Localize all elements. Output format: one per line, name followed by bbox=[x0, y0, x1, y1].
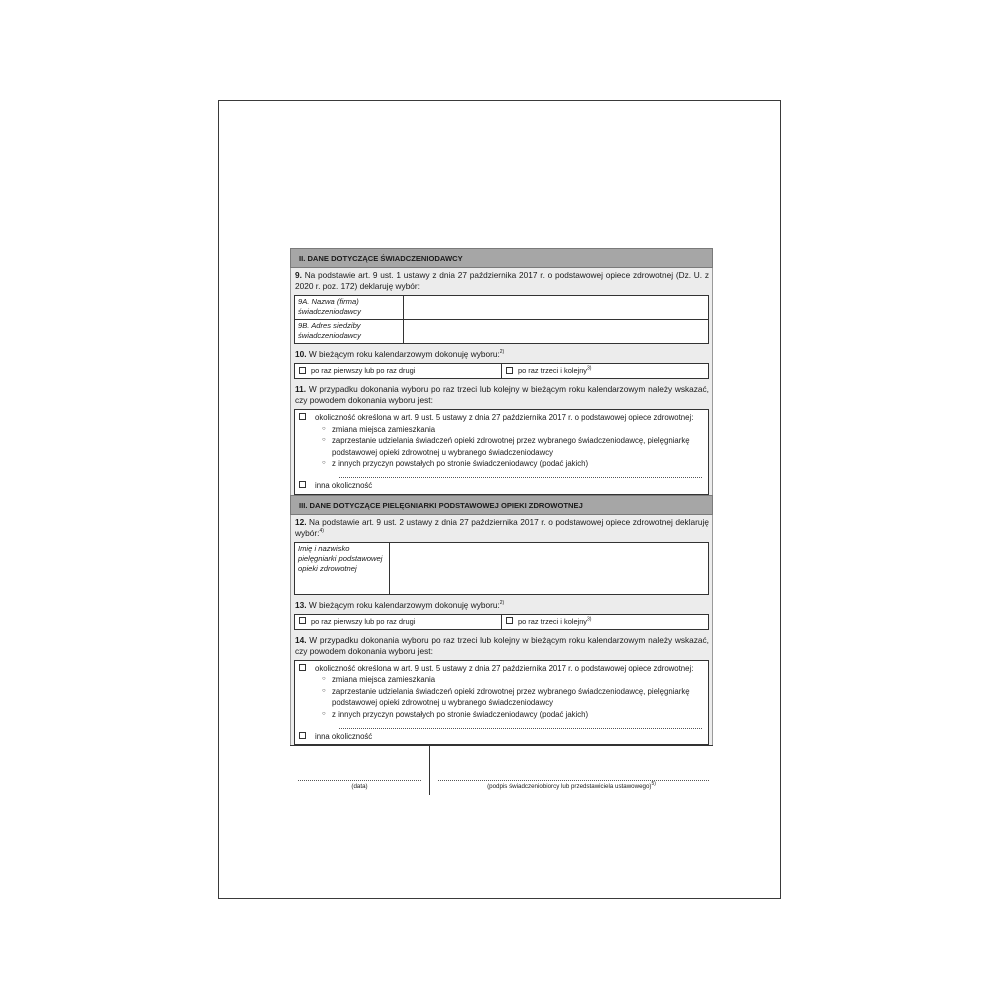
q14-reason-b bbox=[299, 686, 702, 709]
q10-option-third[interactable] bbox=[501, 364, 708, 378]
q11-reason-c-label: z innych przyczyn powstałych po stronie świadczeniodawcy (podać jakich) bbox=[332, 459, 589, 469]
declaration-form bbox=[290, 248, 713, 795]
checkbox-icon[interactable] bbox=[299, 617, 306, 624]
q11-text: W przypadku dokonania wyboru po raz trzeci lub kolejny w bieżącym roku kalendarzowym należy wskazać, czy powodem dokonania wyboru jest: bbox=[295, 384, 709, 405]
bullet-circle-icon: ○ bbox=[322, 676, 326, 683]
signature-footnote: 5) bbox=[651, 781, 656, 788]
bullet-circle-icon: ○ bbox=[322, 687, 326, 694]
date-cell bbox=[290, 746, 430, 795]
q12-text: Na podstawie art. 9 ust. 2 ustawy z dnia 27 października 2017 r. o podstawowej opiece zdrowotnej deklaruję wybór: bbox=[295, 516, 709, 538]
q13-text: W bieżącym roku kalendarzowym dokonuję wyboru: bbox=[308, 599, 500, 610]
nurse-fields bbox=[290, 541, 713, 598]
q10-option-first-label: po raz pierwszy lub po raz drugi bbox=[311, 366, 416, 375]
q13-choice-row bbox=[294, 614, 709, 630]
bullet-circle-icon: ○ bbox=[322, 460, 326, 467]
q14-reasons bbox=[294, 660, 709, 746]
q11-reason-a bbox=[299, 424, 702, 436]
provider-fields bbox=[290, 294, 713, 347]
q14-reason-other-label: inna okoliczność bbox=[315, 731, 373, 741]
q10-option-first[interactable] bbox=[295, 364, 501, 378]
bullet-circle-icon: ○ bbox=[322, 710, 326, 717]
checkbox-icon[interactable] bbox=[506, 617, 513, 624]
field-9a-input[interactable] bbox=[404, 296, 709, 320]
q14-reason-c-label: z innych przyczyn powstałych po stronie świadczeniodawcy (podać jakich) bbox=[332, 709, 589, 719]
q10-footnote: 2) bbox=[499, 349, 505, 356]
q10-choice-row bbox=[294, 363, 709, 379]
q11-reason-b-label: zaprzestanie udzielania świadczeń opieki zdrowotnej przez wybranego świadczeniodawcę, pielęgniarkę podstawowej opieki zdrowotnej u wybranego świadczeniodawcy bbox=[332, 436, 690, 457]
question-10 bbox=[290, 347, 713, 362]
q14-reason-a bbox=[299, 674, 702, 686]
q11-reason-c bbox=[299, 458, 702, 470]
checkbox-icon[interactable] bbox=[299, 367, 306, 374]
q11-reasons bbox=[294, 409, 709, 495]
q11-reason-other[interactable] bbox=[299, 480, 702, 492]
document-page bbox=[218, 100, 781, 899]
signature-cell bbox=[430, 746, 713, 795]
q13-option-third[interactable] bbox=[501, 615, 708, 629]
field-9b-input[interactable] bbox=[404, 320, 709, 344]
q14-reason-b-label: zaprzestanie udzielania świadczeń opieki zdrowotnej przez wybranego świadczeniodawcę, pielęgniarkę podstawowej opieki zdrowotnej u wybranego świadczeniodawcy bbox=[332, 686, 690, 708]
q11-reason-main-label: okoliczność określona w art. 9 ust. 5 ustawy z dnia 27 października 2017 r. o podstawowej opiece zdrowotnej: bbox=[315, 413, 694, 422]
checkbox-icon[interactable] bbox=[299, 664, 306, 671]
checkbox-icon[interactable] bbox=[506, 367, 513, 374]
q14-reason-main[interactable] bbox=[299, 663, 702, 675]
q11-reasons-wrap bbox=[290, 408, 713, 495]
q11-reason-a-label: zmiana miejsca zamieszkania bbox=[332, 424, 436, 434]
q14-reason-c bbox=[299, 709, 702, 721]
q13-number: 13. bbox=[295, 599, 307, 610]
q13-option-first[interactable] bbox=[295, 615, 501, 629]
q10-option-third-label: po raz trzeci i kolejny bbox=[518, 366, 588, 375]
q10-text: W bieżącym roku kalendarzowym dokonuję wyboru: bbox=[308, 349, 500, 359]
q13-options bbox=[290, 613, 713, 633]
q13-option-first-label: po raz pierwszy lub po raz drugi bbox=[311, 616, 416, 626]
question-9 bbox=[290, 268, 713, 294]
question-14 bbox=[290, 633, 713, 659]
q11-number: 11. bbox=[295, 384, 307, 394]
field-9a-label: 9A. Nazwa (firma) świadczeniodawcy bbox=[295, 296, 404, 320]
nurse-table bbox=[294, 542, 709, 595]
field-nurse-input[interactable] bbox=[390, 542, 709, 594]
q12-footnote: 4) bbox=[319, 527, 324, 534]
q10-number: 10. bbox=[295, 349, 307, 359]
q14-reason-other[interactable] bbox=[299, 731, 702, 743]
q11-reason-main[interactable] bbox=[299, 412, 702, 424]
q14-reason-a-label: zmiana miejsca zamieszkania bbox=[332, 675, 436, 685]
q11-reason-b bbox=[299, 435, 702, 458]
q10-option-footnote: 3) bbox=[587, 365, 592, 372]
date-caption: (data) bbox=[351, 783, 368, 791]
q13-option-third-label: po raz trzeci i kolejny bbox=[518, 616, 588, 626]
q14-text: W przypadku dokonania wyboru po raz trzeci lub kolejny w bieżącym roku kalendarzowym należy wskazać, czy powodem dokonania wyboru jest: bbox=[295, 634, 709, 656]
q14-reason-c-fill-line[interactable] bbox=[339, 727, 702, 729]
section-2-header: II. DANE DOTYCZĄCE ŚWIADCZENIODAWCY bbox=[290, 248, 713, 268]
checkbox-icon[interactable] bbox=[299, 413, 306, 420]
question-13 bbox=[290, 598, 713, 613]
checkbox-icon[interactable] bbox=[299, 732, 306, 739]
q10-options bbox=[290, 362, 713, 382]
q11-reason-c-fill-line[interactable] bbox=[339, 476, 702, 478]
q14-number: 14. bbox=[295, 634, 307, 645]
question-11 bbox=[290, 382, 713, 408]
bullet-circle-icon: ○ bbox=[322, 425, 326, 432]
signature-caption-text: (podpis świadczeniobiorcy lub przedstawiciela ustawowego) bbox=[487, 783, 652, 791]
q9-number: 9. bbox=[295, 270, 302, 280]
q11-reason-other-label: inna okoliczność bbox=[315, 480, 373, 490]
q14-reason-main-label: okoliczność określona w art. 9 ust. 5 ustawy z dnia 27 października 2017 r. o podstawowej opiece zdrowotnej: bbox=[315, 663, 694, 673]
q13-option-footnote: 3) bbox=[587, 616, 592, 623]
signature-caption bbox=[430, 781, 713, 792]
section-3-header: III. DANE DOTYCZĄCE PIELĘGNIARKI PODSTAWOWEJ OPIEKI ZDROWOTNEJ bbox=[290, 495, 713, 515]
checkbox-icon[interactable] bbox=[299, 481, 306, 488]
field-nurse-label: Imię i nazwisko pielęgniarki podstawowej opieki zdrowotnej bbox=[295, 542, 390, 594]
bullet-circle-icon: ○ bbox=[322, 437, 326, 444]
q14-reasons-wrap bbox=[290, 659, 713, 746]
q9-text: Na podstawie art. 9 ust. 1 ustawy z dnia 27 października 2017 r. o podstawowej opiece zdrowotnej (Dz. U. z 2020 r. poz. 172) deklaruję wybór: bbox=[295, 270, 709, 291]
field-9b-label: 9B. Adres siedziby świadczeniodawcy bbox=[295, 320, 404, 344]
q13-footnote: 2) bbox=[499, 599, 505, 606]
provider-table bbox=[294, 295, 709, 344]
signature-block bbox=[290, 745, 713, 795]
q12-number: 12. bbox=[295, 516, 307, 527]
question-12 bbox=[290, 515, 713, 541]
